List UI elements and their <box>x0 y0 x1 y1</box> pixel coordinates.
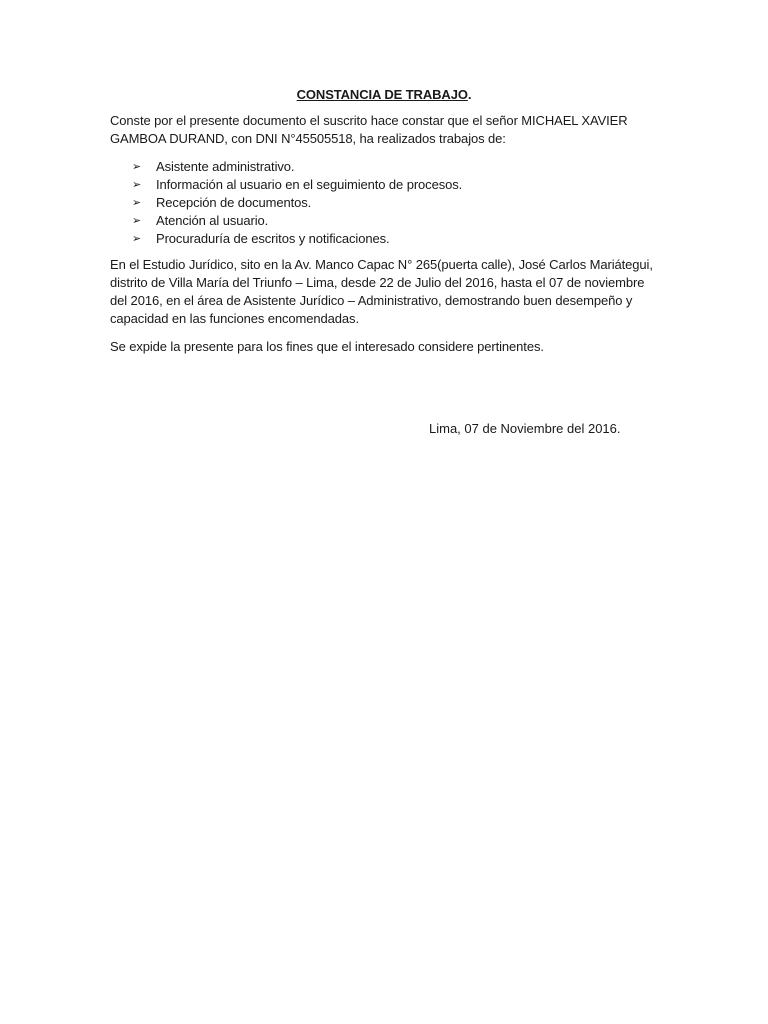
task-label: Información al usuario en el seguimiento de procesos. <box>156 177 463 192</box>
date-line: Lima, 07 de Noviembre del 2016. <box>429 421 621 436</box>
arrowhead-bullet-icon: ➢ <box>132 179 142 191</box>
document-title <box>110 86 658 104</box>
task-list <box>110 158 658 248</box>
task-label: Atención al usuario. <box>156 213 269 228</box>
list-item <box>110 158 658 176</box>
task-label: Recepción de documentos. <box>156 195 312 210</box>
arrowhead-bullet-icon: ➢ <box>132 197 142 209</box>
document-title-text: CONSTANCIA DE TRABAJO <box>296 87 468 102</box>
arrowhead-bullet-icon: ➢ <box>132 233 142 245</box>
list-item <box>110 194 658 212</box>
list-item <box>110 230 658 248</box>
intro-paragraph: Conste por el presente documento el suscrito hace constar que el señor MICHAEL XAVIER GAMBOA DURAND, con DNI N°45505518, ha realizados trabajos de: <box>110 113 628 146</box>
document-title-period: . <box>467 87 472 102</box>
body-paragraph: En el Estudio Jurídico, sito en la Av. Manco Capac N° 265(puerta calle), José Carlos Mariátegui, distrito de Villa María del Triunfo – Lima, desde 22 de Julio del 2016, hasta el 07 de noviembre del 2016, en el área de Asistente Jurídico – Administrativo, demostrando buen desempeño y capacidad en las funciones encomendadas. <box>110 257 653 326</box>
document-body <box>110 86 658 366</box>
task-label: Procuraduría de escritos y notificaciones. <box>156 231 390 246</box>
arrowhead-bullet-icon: ➢ <box>132 215 142 227</box>
task-label: Asistente administrativo. <box>156 159 295 174</box>
list-item <box>110 212 658 230</box>
arrowhead-bullet-icon: ➢ <box>132 161 142 173</box>
list-item <box>110 176 658 194</box>
closing-paragraph: Se expide la presente para los fines que el interesado considere pertinentes. <box>110 339 544 354</box>
